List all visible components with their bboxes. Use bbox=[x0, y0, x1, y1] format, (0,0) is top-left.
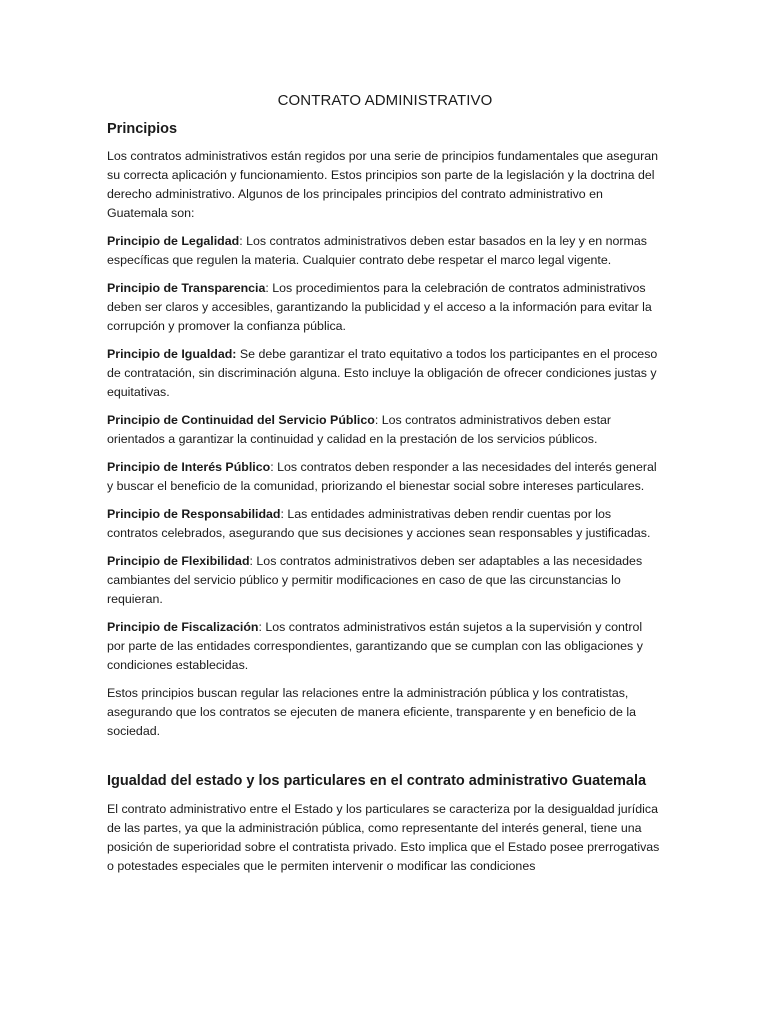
principle-paragraph bbox=[107, 618, 663, 675]
principle-paragraph bbox=[107, 232, 663, 270]
closing-paragraph: Estos principios buscan regular las relaciones entre la administración pública y los contratistas, asegurando que los contratos se ejecuten de manera eficiente, transparente y en beneficio de la sociedad. bbox=[107, 686, 637, 738]
principle-paragraph bbox=[107, 552, 663, 609]
principle-text: : Los contratos administrativos deben estar orientados a garantizar la continuidad y calidad en la prestación de los servicios públicos. bbox=[107, 413, 612, 446]
section-heading-principios: Principios bbox=[107, 121, 178, 137]
principle-term: Principio de Fiscalización bbox=[107, 620, 259, 634]
principle-term: Principio de Legalidad bbox=[107, 234, 240, 248]
principle-text: : Los contratos deben responder a las necesidades del interés general y buscar el beneficio de la comunidad, priorizando el bienestar social sobre intereses particulares. bbox=[107, 460, 657, 493]
principle-paragraph bbox=[107, 411, 663, 449]
principle-text: : Las entidades administrativas deben rendir cuentas por los contratos celebrados, asegurando que sus decisiones y acciones sean responsables y justificadas. bbox=[107, 507, 651, 540]
principle-term: Principio de Transparencia bbox=[107, 281, 266, 295]
principle-paragraph bbox=[107, 505, 663, 543]
document-title: CONTRATO ADMINISTRATIVO bbox=[277, 92, 493, 109]
principle-paragraph bbox=[107, 345, 663, 402]
principle-text: : Los contratos administrativos están sujetos a la supervisión y control por parte de las entidades correspondientes, garantizando que se cumplan con las obligaciones y condiciones establecidas. bbox=[107, 620, 643, 672]
principle-term: Principio de Responsabilidad bbox=[107, 507, 281, 521]
document-page bbox=[107, 92, 663, 885]
principle-term: Principio de Continuidad del Servicio Público bbox=[107, 413, 375, 427]
igualdad-paragraph: El contrato administrativo entre el Estado y los particulares se caracteriza por la desigualdad jurídica de las partes, ya que la administración pública, como representante del interés general, tiene una posición de superioridad sobre el contratista privado. Esto implica que el Estado posee prerrogativas o potestades especiales que le permiten intervenir o modificar las condiciones bbox=[107, 802, 660, 873]
principle-text: : Los procedimientos para la celebración de contratos administrativos deben ser claros y accesibles, garantizando la publicidad y el acceso a la información para evitar la corrupción y promover la confianza pública. bbox=[107, 281, 652, 333]
section-heading-igualdad: Igualdad del estado y los particulares en el contrato administrativo Guatemala bbox=[107, 773, 647, 789]
principle-text: : Los contratos administrativos deben estar basados en la ley y en normas específicas que regulen la materia. Cualquier contrato debe respetar el marco legal vigente. bbox=[107, 234, 647, 267]
principle-text: Se debe garantizar el trato equitativo a todos los participantes en el proceso de contratación, sin discriminación alguna. Esto incluye la obligación de ofrecer condiciones justas y equitativas. bbox=[107, 347, 658, 399]
principle-term: Principio de Interés Público bbox=[107, 460, 271, 474]
principle-term: Principio de Flexibilidad bbox=[107, 554, 250, 568]
principle-paragraph bbox=[107, 279, 663, 336]
principle-text: : Los contratos administrativos deben ser adaptables a las necesidades cambiantes del servicio público y permitir modificaciones en caso de que las circunstancias lo requieran. bbox=[107, 554, 643, 606]
principle-paragraph bbox=[107, 458, 663, 496]
principle-term: Principio de Igualdad: bbox=[107, 347, 237, 361]
intro-paragraph: Los contratos administrativos están regidos por una serie de principios fundamentales que aseguran su correcta aplicación y funcionamiento. Estos principios son parte de la legislación y la doctrina del derecho administrativo. Algunos de los principales principios del contrato administrativo en Guatemala son: bbox=[107, 149, 659, 220]
